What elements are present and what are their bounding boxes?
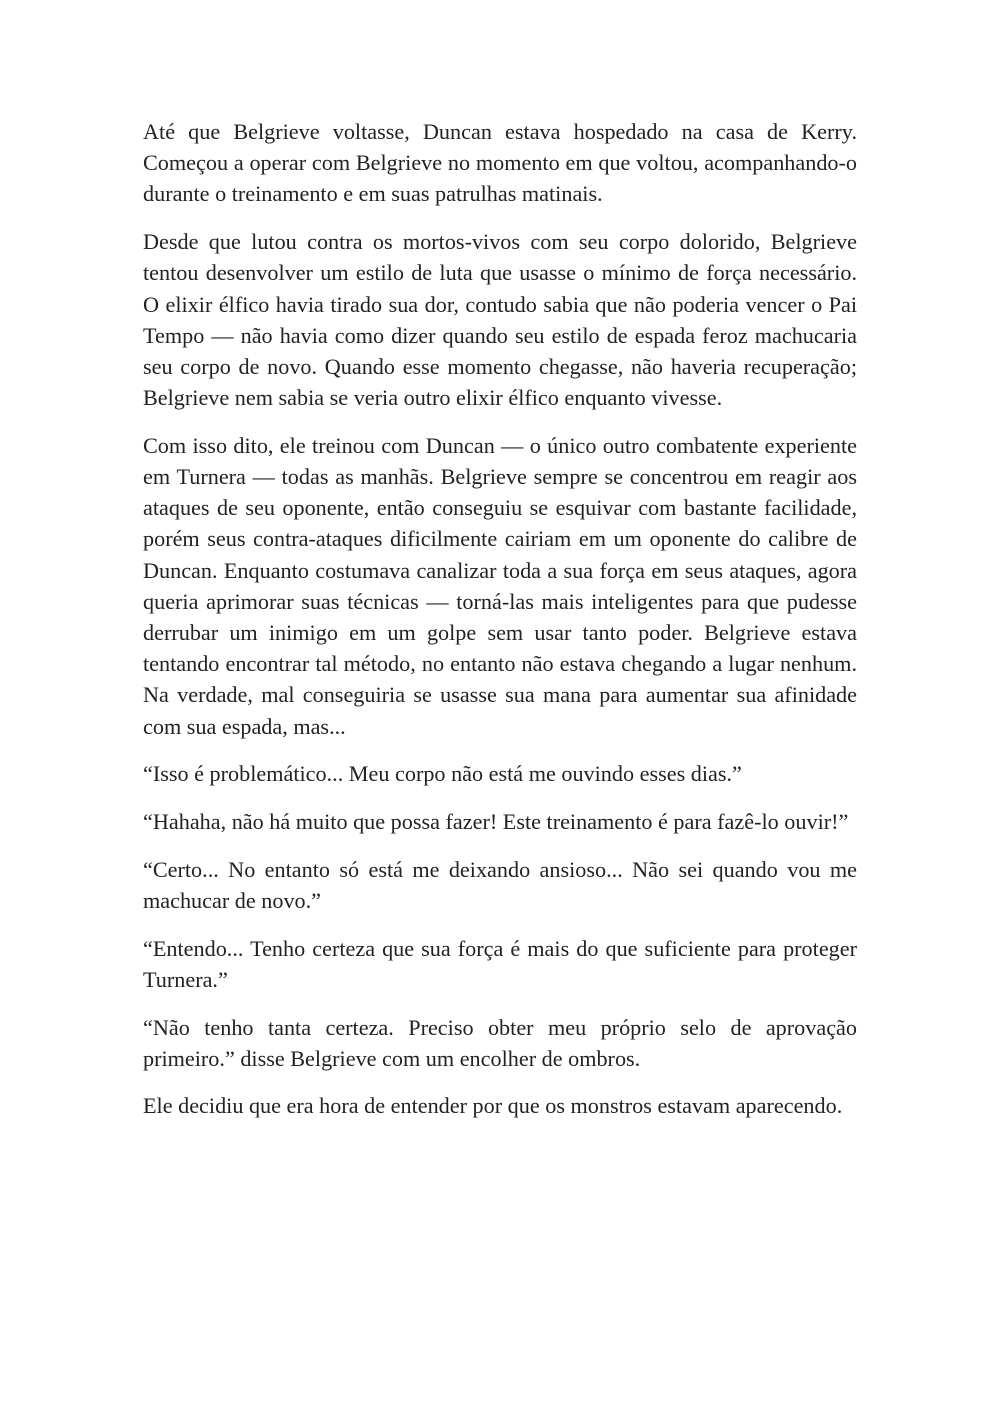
dialogue-paragraph: “Isso é problemático... Meu corpo não está me ouvindo esses dias.” xyxy=(143,761,742,787)
dialogue-paragraph: “Hahaha, não há muito que possa fazer! Este treinamento é para fazê-lo ouvir!” xyxy=(143,809,849,835)
dialogue-paragraph: “Entendo... Tenho certeza que sua força é mais do que suficiente para proteger Turnera.” xyxy=(143,935,857,992)
paragraph: Com isso dito, ele treinou com Duncan — o único outro combatente experiente em Turnera — todas as manhãs. Belgrieve sempre se concentrou em reagir aos ataques de seu oponente, então conseguiu se esquivar com bastante facilidade, porém seus contra-ataques dificilmente cairiam em um oponente do calibre de Duncan. Enquanto costumava canalizar toda a sua força em seus ataques, agora queria aprimorar suas técnicas — torná-las mais inteligentes para que pudesse derrubar um inimigo em um golpe sem usar tanto poder. Belgrieve estava tentando encontrar tal método, no entanto não estava chegando a lugar nenhum. Na verdade, mal conseguiria se usasse sua mana para aumentar sua afinidade com sua espada, mas... xyxy=(143,432,857,739)
text-body xyxy=(143,116,857,1138)
dialogue-paragraph: “Não tenho tanta certeza. Preciso obter meu próprio selo de aprovação primeiro.” disse Belgrieve com um encolher de ombros. xyxy=(143,1014,857,1071)
paragraph: Ele decidiu que era hora de entender por que os monstros estavam aparecendo. xyxy=(143,1093,843,1119)
dialogue-paragraph: “Certo... No entanto só está me deixando ansioso... Não sei quando vou me machucar de novo.” xyxy=(143,856,857,913)
paragraph: Desde que lutou contra os mortos-vivos com seu corpo dolorido, Belgrieve tentou desenvolver um estilo de luta que usasse o mínimo de força necessário. O elixir élfico havia tirado sua dor, contudo sabia que não poderia vencer o Pai Tempo — não havia como dizer quando seu estilo de espada feroz machucaria seu corpo de novo. Quando esse momento chegasse, não haveria recuperação; Belgrieve nem sabia se veria outro elixir élfico enquanto vivesse. xyxy=(143,229,857,411)
paragraph: Até que Belgrieve voltasse, Duncan estava hospedado na casa de Kerry. Começou a operar com Belgrieve no momento em que voltou, acompanhando-o durante o treinamento e em suas patrulhas matinais. xyxy=(143,119,857,207)
